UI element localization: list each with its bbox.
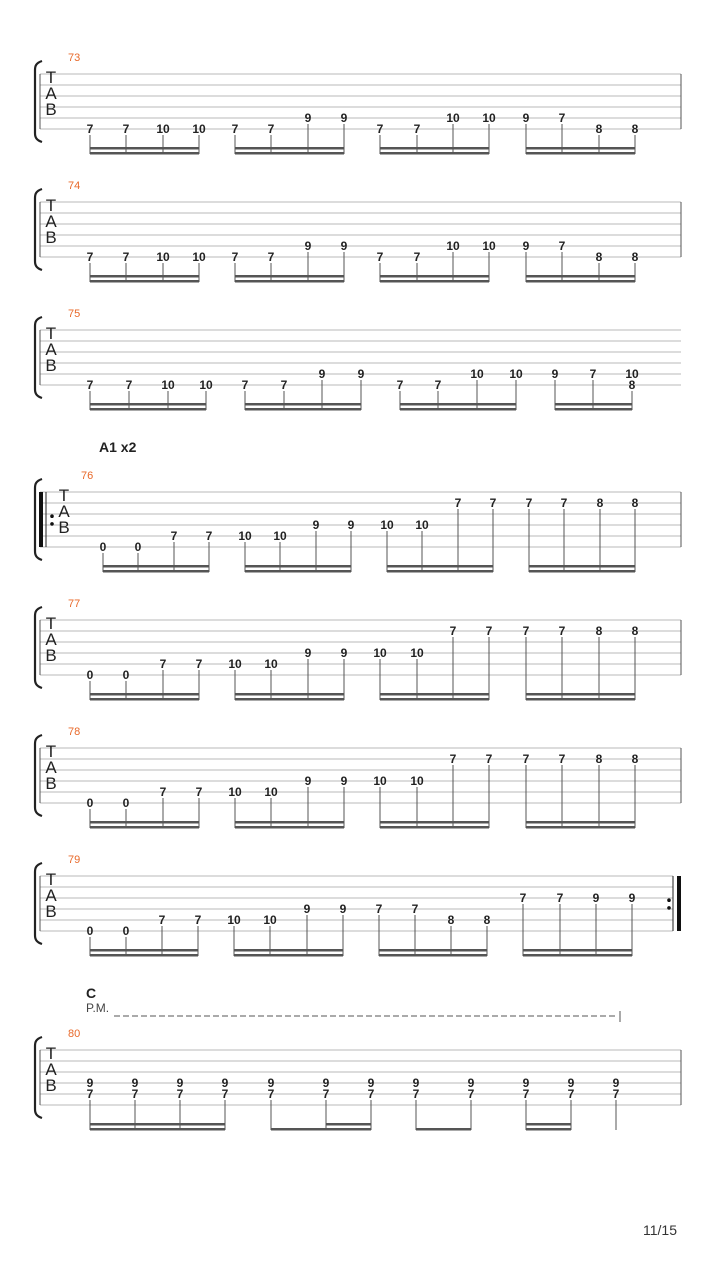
note-beam <box>90 954 198 957</box>
tab-letter-t: T <box>45 870 57 889</box>
repeat-end-thick-bar <box>677 876 681 931</box>
fret-number: 7 <box>375 902 383 916</box>
note-beam <box>90 280 199 283</box>
repeat-dot <box>667 898 671 902</box>
note-beam <box>380 821 489 824</box>
note-beam <box>234 949 343 952</box>
measure-number: 73 <box>68 52 81 64</box>
system-bracket <box>35 735 42 816</box>
tab-letter-b: B <box>45 902 57 921</box>
tab-letter-b: B <box>45 356 57 375</box>
fret-number: 9 <box>340 774 348 788</box>
fret-number: 9 <box>347 518 355 532</box>
fret-number: 7 <box>170 529 178 543</box>
fret-number: 10 <box>227 913 241 927</box>
fret-number: 9 <box>340 239 348 253</box>
tab-letter-a: A <box>45 340 57 359</box>
note-beam <box>379 949 487 952</box>
note-beam <box>245 403 361 406</box>
fret-number: 7 <box>567 1087 575 1101</box>
fret-number: 7 <box>86 1087 94 1101</box>
note-beam <box>529 565 635 568</box>
fret-number: 9 <box>340 111 348 125</box>
fret-number: 10 <box>238 529 252 543</box>
fret-number: 7 <box>221 1087 229 1101</box>
fret-number: 7 <box>267 122 275 136</box>
note-beam <box>387 570 493 573</box>
fret-number: 7 <box>86 122 94 136</box>
fret-number: 9 <box>304 111 312 125</box>
fret-number: 7 <box>556 891 564 905</box>
note-beam <box>90 275 199 278</box>
note-beam <box>526 275 635 278</box>
fret-number: 8 <box>631 122 639 136</box>
measure-number: 76 <box>81 470 94 482</box>
fret-number: 7 <box>449 752 457 766</box>
fret-number: 10 <box>264 657 278 671</box>
fret-number: 0 <box>122 668 130 682</box>
note-beam <box>387 565 493 568</box>
fret-number: 7 <box>122 122 130 136</box>
note-beam <box>235 147 344 150</box>
fret-number: 10 <box>156 250 170 264</box>
note-beam <box>235 698 344 701</box>
note-beam <box>234 954 343 957</box>
fret-number: 9 <box>522 111 530 125</box>
fret-number: 7 <box>195 657 203 671</box>
fret-number: 7 <box>267 1087 275 1101</box>
note-beam <box>90 821 199 824</box>
fret-number: 9 <box>221 1076 229 1090</box>
system-bracket <box>35 1037 42 1118</box>
repeat-dot <box>50 522 54 526</box>
note-beam <box>380 280 489 283</box>
fret-number: 9 <box>176 1076 184 1090</box>
fret-number: 10 <box>192 122 206 136</box>
fret-number: 10 <box>625 367 639 381</box>
fret-number: 10 <box>156 122 170 136</box>
fret-number: 9 <box>467 1076 475 1090</box>
fret-number: 7 <box>267 250 275 264</box>
fret-number: 9 <box>322 1076 330 1090</box>
fret-number: 9 <box>304 239 312 253</box>
fret-number: 7 <box>519 891 527 905</box>
palm-mute-label: P.M. <box>86 1001 110 1015</box>
note-beam <box>526 1128 571 1131</box>
fret-number: 8 <box>595 122 603 136</box>
tab-letter-t: T <box>45 196 57 215</box>
fret-number: 10 <box>415 518 429 532</box>
note-beam <box>526 698 635 701</box>
fret-number: 9 <box>592 891 600 905</box>
fret-number: 9 <box>312 518 320 532</box>
tab-letter-a: A <box>45 630 57 649</box>
fret-number: 10 <box>228 785 242 799</box>
note-beam <box>326 1123 371 1126</box>
tab-letter-t: T <box>45 324 57 343</box>
measure-number: 77 <box>68 598 81 610</box>
fret-number: 10 <box>410 646 424 660</box>
fret-number: 9 <box>612 1076 620 1090</box>
fret-number: 9 <box>339 902 347 916</box>
fret-number: 7 <box>159 657 167 671</box>
fret-number: 9 <box>303 902 311 916</box>
fret-number: 7 <box>125 378 133 392</box>
tab-letter-t: T <box>45 742 57 761</box>
fret-number: 10 <box>373 774 387 788</box>
note-beam <box>90 949 198 952</box>
fret-number: 8 <box>595 752 603 766</box>
note-beam <box>90 403 206 406</box>
fret-number: 8 <box>631 496 639 510</box>
note-beam <box>90 408 206 411</box>
note-beam <box>523 949 632 952</box>
fret-number: 7 <box>231 122 239 136</box>
fret-number: 7 <box>195 785 203 799</box>
tab-letter-b: B <box>45 100 57 119</box>
repeat-dot <box>50 514 54 518</box>
fret-number: 7 <box>522 624 530 638</box>
system-bracket <box>35 317 42 398</box>
fret-number: 10 <box>273 529 287 543</box>
fret-number: 7 <box>522 1087 530 1101</box>
tab-letter-b: B <box>45 1076 57 1095</box>
section-label-c: C <box>86 985 97 1001</box>
tab-system-79 <box>35 854 681 957</box>
note-beam <box>529 570 635 573</box>
fret-number: 9 <box>522 239 530 253</box>
tab-letter-t: T <box>45 614 57 633</box>
system-bracket <box>35 189 42 270</box>
note-beam <box>526 821 635 824</box>
tab-system-73 <box>35 52 681 155</box>
fret-number: 0 <box>122 924 130 938</box>
note-beam <box>380 147 489 150</box>
note-beam <box>400 403 516 406</box>
fret-number: 7 <box>467 1087 475 1101</box>
note-beam <box>400 408 516 411</box>
measure-number: 80 <box>68 1028 81 1040</box>
measure-number: 75 <box>68 308 81 320</box>
fret-number: 10 <box>264 785 278 799</box>
fret-number: 8 <box>631 752 639 766</box>
fret-number: 7 <box>449 624 457 638</box>
fret-number: 7 <box>485 752 493 766</box>
fret-number: 7 <box>367 1087 375 1101</box>
tab-letter-a: A <box>58 502 70 521</box>
page-number: 11/15 <box>643 1222 677 1238</box>
fret-number: 7 <box>558 752 566 766</box>
fret-number: 9 <box>304 774 312 788</box>
fret-number: 9 <box>267 1076 275 1090</box>
note-beam <box>235 280 344 283</box>
repeat-start-thick-bar <box>39 492 43 547</box>
fret-number: 7 <box>413 250 421 264</box>
fret-number: 7 <box>86 378 94 392</box>
fret-number: 7 <box>322 1087 330 1101</box>
fret-number: 8 <box>628 378 636 392</box>
fret-number: 10 <box>482 239 496 253</box>
system-bracket <box>35 61 42 142</box>
note-beam <box>380 826 489 829</box>
fret-number: 7 <box>411 902 419 916</box>
tab-system-75 <box>35 308 681 411</box>
fret-number: 8 <box>447 913 455 927</box>
fret-number: 9 <box>86 1076 94 1090</box>
note-beam <box>90 1123 225 1126</box>
fret-number: 10 <box>228 657 242 671</box>
fret-number: 0 <box>86 924 94 938</box>
fret-number: 7 <box>413 122 421 136</box>
tab-system-80 <box>35 1028 681 1131</box>
note-beam <box>90 1128 225 1131</box>
tab-letter-t: T <box>58 486 70 505</box>
fret-number: 9 <box>412 1076 420 1090</box>
note-beam <box>235 275 344 278</box>
tab-letter-a: A <box>45 886 57 905</box>
fret-number: 10 <box>373 646 387 660</box>
fret-number: 7 <box>376 250 384 264</box>
fret-number: 7 <box>489 496 497 510</box>
system-bracket <box>35 863 42 944</box>
fret-number: 7 <box>131 1087 139 1101</box>
tab-letter-a: A <box>45 84 57 103</box>
note-beam <box>326 1128 371 1131</box>
fret-number: 7 <box>522 752 530 766</box>
fret-number: 8 <box>596 496 604 510</box>
fret-number: 7 <box>194 913 202 927</box>
tab-letter-a: A <box>45 758 57 777</box>
fret-number: 10 <box>482 111 496 125</box>
fret-number: 9 <box>567 1076 575 1090</box>
fret-number: 7 <box>158 913 166 927</box>
fret-number: 7 <box>376 122 384 136</box>
measure-number: 74 <box>68 180 81 192</box>
note-beam <box>379 954 487 957</box>
fret-number: 10 <box>380 518 394 532</box>
tab-letter-b: B <box>45 646 57 665</box>
fret-number: 7 <box>231 250 239 264</box>
repeat-dot <box>667 906 671 910</box>
note-beam <box>526 147 635 150</box>
fret-number: 10 <box>263 913 277 927</box>
note-beam <box>245 565 351 568</box>
fret-number: 8 <box>595 624 603 638</box>
note-beam <box>90 826 199 829</box>
fret-number: 10 <box>410 774 424 788</box>
tab-system-76 <box>35 470 681 573</box>
fret-number: 10 <box>199 378 213 392</box>
fret-number: 7 <box>558 239 566 253</box>
tab-letter-t: T <box>45 1044 57 1063</box>
fret-number: 7 <box>412 1087 420 1101</box>
note-beam <box>526 693 635 696</box>
note-beam <box>416 1128 471 1131</box>
tab-letter-b: B <box>45 774 57 793</box>
fret-number: 9 <box>340 646 348 660</box>
note-beam <box>523 954 632 957</box>
measure-number: 79 <box>68 854 81 866</box>
note-beam <box>245 570 351 573</box>
fret-number: 9 <box>628 891 636 905</box>
fret-number: 9 <box>304 646 312 660</box>
fret-number: 9 <box>367 1076 375 1090</box>
fret-number: 7 <box>558 624 566 638</box>
note-beam <box>380 152 489 155</box>
note-beam <box>245 408 361 411</box>
fret-number: 7 <box>558 111 566 125</box>
measure-number: 78 <box>68 726 81 738</box>
note-beam <box>103 570 209 573</box>
note-beam <box>90 693 199 696</box>
note-beam <box>555 403 632 406</box>
tab-system-77 <box>35 598 681 701</box>
fret-number: 7 <box>205 529 213 543</box>
tab-letter-a: A <box>45 212 57 231</box>
note-beam <box>526 280 635 283</box>
note-beam <box>380 275 489 278</box>
fret-number: 0 <box>86 796 94 810</box>
fret-number: 10 <box>470 367 484 381</box>
note-beam <box>235 821 344 824</box>
note-beam <box>90 698 199 701</box>
fret-number: 8 <box>631 250 639 264</box>
fret-number: 0 <box>134 540 142 554</box>
note-beam <box>235 693 344 696</box>
fret-number: 10 <box>192 250 206 264</box>
fret-number: 9 <box>522 1076 530 1090</box>
fret-number: 7 <box>176 1087 184 1101</box>
note-beam <box>90 152 199 155</box>
fret-number: 7 <box>525 496 533 510</box>
tab-system-74 <box>35 180 681 283</box>
fret-number: 10 <box>446 239 460 253</box>
fret-number: 7 <box>396 378 404 392</box>
fret-number: 7 <box>612 1087 620 1101</box>
system-bracket <box>35 607 42 688</box>
fret-number: 7 <box>589 367 597 381</box>
tab-letter-a: A <box>45 1060 57 1079</box>
fret-number: 9 <box>318 367 326 381</box>
fret-number: 7 <box>241 378 249 392</box>
note-beam <box>526 1123 571 1126</box>
fret-number: 7 <box>560 496 568 510</box>
note-beam <box>380 698 489 701</box>
fret-number: 7 <box>280 378 288 392</box>
fret-number: 0 <box>122 796 130 810</box>
fret-number: 0 <box>86 668 94 682</box>
note-beam <box>526 152 635 155</box>
note-beam <box>526 826 635 829</box>
tab-letter-b: B <box>45 228 57 247</box>
fret-number: 7 <box>454 496 462 510</box>
fret-number: 9 <box>131 1076 139 1090</box>
section-label-a1: A1 x2 <box>99 439 137 455</box>
note-beam <box>555 408 632 411</box>
note-beam <box>235 826 344 829</box>
fret-number: 10 <box>161 378 175 392</box>
note-beam <box>380 693 489 696</box>
fret-number: 7 <box>159 785 167 799</box>
fret-number: 0 <box>99 540 107 554</box>
fret-number: 8 <box>595 250 603 264</box>
tab-system-78 <box>35 726 681 829</box>
systems-layer <box>35 52 681 1131</box>
note-beam <box>90 147 199 150</box>
fret-number: 7 <box>86 250 94 264</box>
note-beam <box>103 565 209 568</box>
fret-number: 7 <box>434 378 442 392</box>
tab-letter-t: T <box>45 68 57 87</box>
note-beam <box>235 152 344 155</box>
fret-number: 10 <box>446 111 460 125</box>
fret-number: 8 <box>483 913 491 927</box>
fret-number: 10 <box>509 367 523 381</box>
fret-number: 7 <box>122 250 130 264</box>
fret-number: 7 <box>485 624 493 638</box>
fret-number: 8 <box>631 624 639 638</box>
tab-letter-b: B <box>58 518 70 537</box>
fret-number: 9 <box>551 367 559 381</box>
fret-number: 9 <box>357 367 365 381</box>
